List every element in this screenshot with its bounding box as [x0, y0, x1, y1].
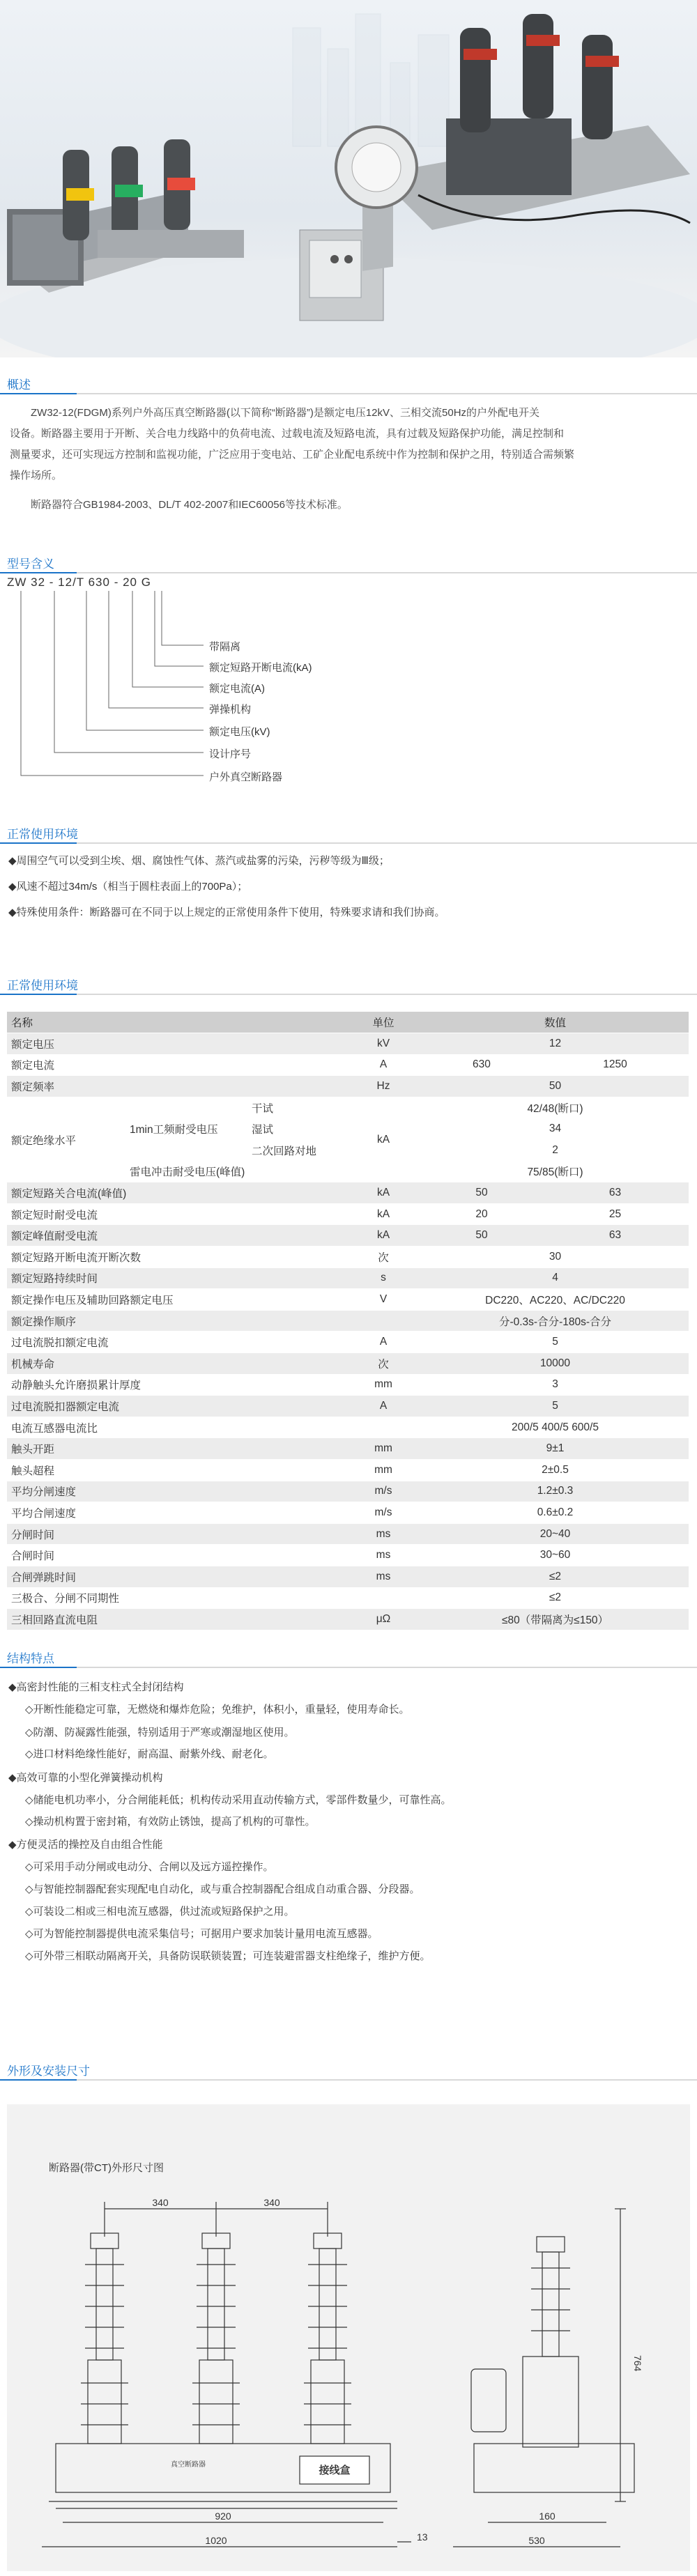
spec-title: 正常使用环境 — [7, 979, 78, 992]
row-value: DC220、AC220、AC/DC220 — [422, 1289, 689, 1311]
overview-title: 概述 — [7, 378, 31, 392]
row-subname: 干试 — [247, 1097, 345, 1118]
row-unit: A — [345, 1054, 422, 1076]
row-unit: mm — [345, 1438, 422, 1460]
row-value: ≤2 — [422, 1566, 689, 1587]
insulator-right — [304, 2233, 351, 2444]
table-row — [7, 1076, 689, 1097]
env-item: ◆周围空气可以受到尘埃、烟、腐蚀性气体、蒸汽或盐雾的污染，污秽等级为Ⅲ级； — [8, 855, 390, 867]
row-value: 0.6±0.2 — [422, 1502, 689, 1524]
hero-product-photo — [0, 0, 697, 357]
row-value: 630 — [422, 1054, 542, 1076]
section-divider — [0, 1667, 697, 1668]
table-row — [7, 1097, 689, 1118]
row-unit: kV — [345, 1033, 422, 1055]
product-illustration — [0, 0, 697, 357]
header-unit: 单位 — [345, 1012, 422, 1033]
row-unit: mm — [345, 1459, 422, 1481]
section-divider — [0, 572, 697, 573]
dim-label: 13 — [417, 2531, 428, 2543]
row-value: 2±0.5 — [422, 1459, 689, 1481]
row-unit: Hz — [345, 1076, 422, 1097]
model-label: 额定短路开断电流(kA) — [209, 662, 312, 674]
row-value: 200/5 400/5 600/5 — [422, 1417, 689, 1438]
row-name: 额定短路开断电流开断次数 — [7, 1247, 345, 1268]
row-unit: ms — [345, 1545, 422, 1566]
row-name: 机械寿命 — [7, 1353, 345, 1375]
structure-title: 结构特点 — [7, 1652, 54, 1665]
overview-line: ZW32-12(FDGM)系列户外高压真空断路器(以下简称“断路器”)是额定电压12kV、三相交流50Hz的户外配电开关 — [31, 407, 540, 419]
row-unit: m/s — [345, 1502, 422, 1524]
row-unit: A — [345, 1332, 422, 1353]
table-row — [7, 1054, 689, 1076]
table-row — [7, 1332, 689, 1353]
row-name: 平均分闸速度 — [7, 1481, 345, 1502]
row-name: 额定电压 — [7, 1033, 345, 1055]
model-title: 型号含义 — [7, 557, 54, 571]
row-value: 42/48(断口) — [422, 1097, 689, 1118]
model-label: 户外真空断路器 — [209, 771, 283, 783]
row-value: 4 — [422, 1267, 689, 1289]
row-unit: 次 — [345, 1247, 422, 1268]
feature-heading: ◆高效可靠的小型化弹簧操动机构 — [8, 1772, 163, 1784]
model-label: 额定电流(A) — [209, 683, 265, 695]
overview-paragraph — [10, 403, 689, 516]
feature-item: ◇储能电机功率小，分合闸能耗低；机构传动采用直动传输方式，零部件数量少，可靠性高。 — [25, 1794, 452, 1806]
row-unit — [345, 1417, 422, 1438]
section-divider — [0, 393, 697, 394]
row-value: 1250 — [542, 1054, 689, 1076]
header-name: 名称 — [7, 1012, 345, 1033]
row-subname: 湿试 — [247, 1118, 345, 1140]
row-value: ≤2 — [422, 1587, 689, 1609]
row-name: 额定峰值耐受电流 — [7, 1225, 345, 1247]
row-value: 3 — [422, 1374, 689, 1396]
feature-item: ◇可为智能控制器提供电流采集信号；可据用户要求加装计量用电流互感器。 — [25, 1928, 378, 1940]
section-divider — [0, 842, 697, 844]
table-row — [7, 1247, 689, 1268]
row-value: 50 — [422, 1076, 689, 1097]
overview-standards: 断路器符合GB1984-2003、DL/T 402-2007和IEC60056等技术标准。 — [31, 499, 348, 511]
right-breaker-image — [336, 14, 690, 230]
feature-item: ◇可采用手动分闸或电动分、合闸以及远方遥控操作。 — [25, 1861, 274, 1873]
row-value: 75/85(断口) — [422, 1161, 689, 1182]
env-title: 正常使用环境 — [7, 828, 78, 841]
row-value: 63 — [542, 1225, 689, 1247]
row-value: 5 — [422, 1332, 689, 1353]
row-subname: 1min工频耐受电压 — [125, 1097, 247, 1161]
row-name: 额定频率 — [7, 1076, 345, 1097]
dim-label: 160 — [539, 2511, 556, 2522]
table-row — [7, 1502, 689, 1524]
table-row — [7, 1225, 689, 1247]
feature-item: ◇与智能控制器配套实现配电自动化，或与重合控制器配合组成自动重合器、分段器。 — [25, 1883, 420, 1895]
dimension-drawing — [7, 2104, 690, 2571]
table-row — [7, 1417, 689, 1438]
row-value: 9±1 — [422, 1438, 689, 1460]
row-unit: V — [345, 1289, 422, 1311]
row-unit: m/s — [345, 1481, 422, 1502]
row-name: 额定短时耐受电流 — [7, 1203, 345, 1225]
overview-line: 测量要求，还可实现远方控制和监视功能，广泛应用于变电站、工矿企业配电系统中作为控制和保护之用，特别适合需频繁 — [10, 449, 575, 461]
dim-label: 1020 — [205, 2535, 227, 2546]
row-name: 动静触头允许磨损累计厚度 — [7, 1374, 345, 1396]
model-leader-lines — [0, 589, 223, 799]
overview-line: 设备。断路器主要用于开断、关合电力线路中的负荷电流、过载电流及短路电流，具有过载及短路保护功能，满足控制和 — [10, 428, 565, 440]
spec-table — [7, 1012, 689, 1630]
dim-label: 920 — [215, 2511, 231, 2522]
model-code: ZW 32 - 12/T 630 - 20 G — [7, 576, 151, 589]
row-value: 63 — [542, 1182, 689, 1204]
spec-rows — [7, 1182, 689, 1630]
row-value: 12 — [422, 1033, 689, 1055]
row-name: 三极合、分闸不同期性 — [7, 1587, 345, 1609]
row-value: ≤80（带隔离为≤150） — [422, 1609, 689, 1630]
row-unit: A — [345, 1396, 422, 1417]
row-unit: kA — [345, 1097, 422, 1182]
feature-heading: ◆高密封性能的三相支柱式全封闭结构 — [8, 1681, 184, 1693]
table-row — [7, 1438, 689, 1460]
row-subname: 雷电冲击耐受电压(峰值) — [125, 1161, 345, 1182]
row-unit: kA — [345, 1203, 422, 1225]
feature-item: ◇防潮、防凝露性能强，特别适用于严寒或潮湿地区使用。 — [25, 1727, 295, 1738]
row-unit: mm — [345, 1374, 422, 1396]
insulator-left — [81, 2233, 128, 2444]
row-name: 平均合闸速度 — [7, 1502, 345, 1524]
row-value: 30~60 — [422, 1545, 689, 1566]
row-subname: 二次回路对地 — [247, 1140, 345, 1162]
table-row — [7, 1289, 689, 1311]
dim-label: 764 — [632, 2355, 643, 2372]
model-label: 额定电压(kV) — [209, 726, 270, 738]
table-row — [7, 1033, 689, 1055]
feature-item: ◇可装设二相或三相电流互感器，供过流或短路保护之用。 — [25, 1906, 295, 1918]
row-value: 1.2±0.3 — [422, 1481, 689, 1502]
row-value: 34 — [422, 1118, 689, 1140]
table-header-row — [7, 1012, 689, 1033]
drawing-title: 外形及安装尺寸 — [7, 2065, 90, 2078]
row-name: 电流互感器电流比 — [7, 1417, 345, 1438]
section-divider — [0, 2079, 697, 2081]
model-label: 设计序号 — [209, 748, 252, 760]
row-name: 三相回路直流电阻 — [7, 1609, 345, 1630]
row-value: 20 — [422, 1203, 542, 1225]
feature-item: ◇开断性能稳定可靠，无燃烧和爆炸危险；免维护，体积小，重量轻，使用寿命长。 — [25, 1704, 410, 1715]
model-label: 弹操机构 — [209, 704, 252, 716]
dim-label: 530 — [528, 2535, 545, 2546]
row-unit: kA — [345, 1182, 422, 1204]
row-name: 额定短路持续时间 — [7, 1267, 345, 1289]
dim-label: 340 — [263, 2197, 280, 2208]
feature-item: ◇可外带三相联动隔离开关，具备防误联锁装置；可连装避雷器支柱绝缘子，维护方便。 — [25, 1950, 431, 1962]
row-name: 额定操作顺序 — [7, 1310, 345, 1332]
row-value: 25 — [542, 1203, 689, 1225]
env-item: ◆特殊使用条件：断路器可在不同于以上规定的正常使用条件下使用，特殊要求请和我们协商。 — [8, 907, 445, 918]
row-unit: μΩ — [345, 1609, 422, 1630]
overview-line: 操作场所。 — [10, 470, 63, 481]
row-value: 分-0.3s-合分-180s-合分 — [422, 1310, 689, 1332]
row-name: 合闸弹跳时间 — [7, 1566, 345, 1587]
table-row — [7, 1182, 689, 1204]
row-unit: 次 — [345, 1353, 422, 1375]
header-value: 数值 — [422, 1012, 689, 1033]
table-row — [7, 1609, 689, 1630]
row-unit: kA — [345, 1225, 422, 1247]
row-value: 50 — [422, 1225, 542, 1247]
table-row — [7, 1523, 689, 1545]
table-row — [7, 1267, 689, 1289]
row-value: 2 — [422, 1140, 689, 1162]
insulator-middle — [192, 2233, 240, 2444]
row-name: 触头开距 — [7, 1438, 345, 1460]
row-unit: ms — [345, 1566, 422, 1587]
table-row — [7, 1374, 689, 1396]
junction-box-label: 接线盒 — [319, 2465, 351, 2476]
row-name: 触头超程 — [7, 1459, 345, 1481]
row-value: 20~40 — [422, 1523, 689, 1545]
row-value: 30 — [422, 1247, 689, 1268]
row-name: 过电流脱扣额定电流 — [7, 1332, 345, 1353]
table-row — [7, 1203, 689, 1225]
env-item: ◆风速不超过34m/s（相当于圆柱表面上的700Pa）； — [8, 881, 248, 893]
table-row — [7, 1396, 689, 1417]
table-row — [7, 1481, 689, 1502]
nameplate-label: 真空断路器 — [171, 2461, 206, 2469]
row-name: 额定电流 — [7, 1054, 345, 1076]
row-name: 额定操作电压及辅助回路额定电压 — [7, 1289, 345, 1311]
row-value: 50 — [422, 1182, 542, 1204]
row-value: 5 — [422, 1396, 689, 1417]
table-row — [7, 1587, 689, 1609]
row-name: 分闸时间 — [7, 1523, 345, 1545]
table-row — [7, 1310, 689, 1332]
row-unit — [345, 1587, 422, 1609]
table-row — [7, 1353, 689, 1375]
table-row — [7, 1459, 689, 1481]
feature-item: ◇进口材料绝缘性能好，耐高温、耐紫外线、耐老化。 — [25, 1748, 274, 1760]
row-name: 过电流脱扣器额定电流 — [7, 1396, 345, 1417]
row-unit: ms — [345, 1523, 422, 1545]
row-name: 额定绝缘水平 — [7, 1097, 125, 1182]
feature-heading: ◆方便灵活的操控及自由组合性能 — [8, 1839, 163, 1851]
table-row — [7, 1566, 689, 1587]
row-unit: s — [345, 1267, 422, 1289]
table-row — [7, 1545, 689, 1566]
drawing-caption: 断路器(带CT)外形尺寸图 — [49, 2162, 164, 2174]
row-value: 10000 — [422, 1353, 689, 1375]
row-name: 额定短路关合电流(峰值) — [7, 1182, 345, 1204]
row-unit — [345, 1310, 422, 1332]
model-label: 带隔离 — [209, 641, 241, 653]
dim-label: 340 — [152, 2197, 169, 2208]
section-divider — [0, 994, 697, 995]
row-name: 合闸时间 — [7, 1545, 345, 1566]
feature-item: ◇操动机构置于密封箱，有效防止锈蚀，提高了机构的可靠性。 — [25, 1816, 316, 1828]
